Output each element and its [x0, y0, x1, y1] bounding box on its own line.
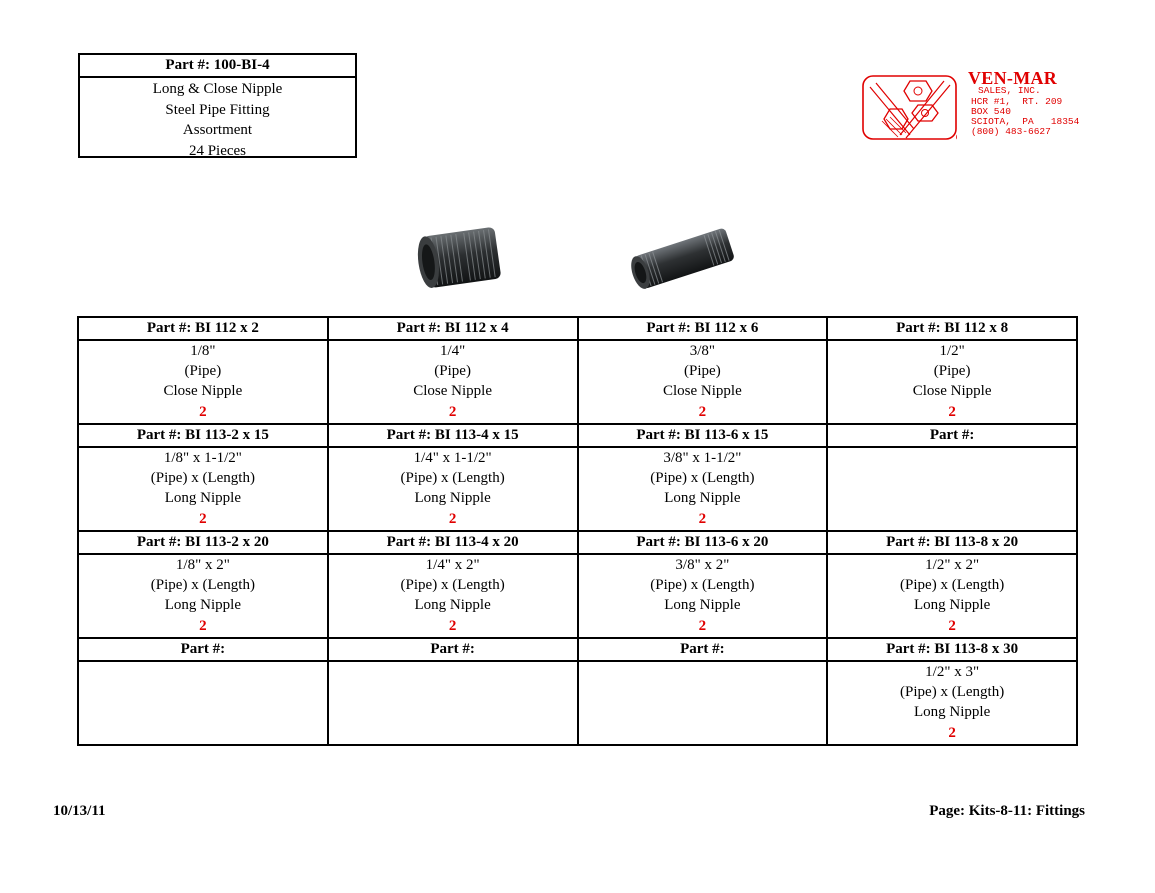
part-quantity: 2	[698, 617, 707, 634]
part-quantity: 2	[698, 403, 707, 420]
part-size: 1/8"	[190, 343, 216, 359]
part-detail-cell	[827, 554, 1077, 638]
part-detail-cell	[328, 340, 578, 424]
part-number-cell: Part #: BI 113-4 x 20	[328, 531, 578, 554]
part-type: Close Nipple	[163, 383, 243, 400]
grid-body-row	[78, 447, 1077, 531]
part-detail-cell	[78, 554, 328, 638]
kit-description	[80, 78, 355, 161]
bolt-nut-logo-icon	[862, 75, 957, 140]
company-address-line: HCR #1, RT. 209	[971, 96, 1063, 107]
company-address-line: SCIOTA, PA 18354	[971, 116, 1080, 127]
part-number-cell: Part #: BI 112 x 4	[328, 317, 578, 340]
kit-header-box	[78, 53, 357, 158]
part-quantity: 2	[448, 617, 457, 634]
grid-header-row	[78, 424, 1077, 447]
part-dimension-label: (Pipe)	[184, 363, 222, 380]
part-type: Long Nipple	[414, 490, 491, 507]
part-detail-cell	[578, 554, 828, 638]
part-number-cell: Part #: BI 113-4 x 15	[328, 424, 578, 447]
part-size: 3/8" x 2"	[675, 557, 730, 573]
part-dimension-label: (Pipe)	[933, 363, 971, 380]
kit-desc-line: Assortment	[182, 122, 253, 138]
part-size: 1/2"	[939, 343, 965, 359]
company-phone: (800) 483-6627	[971, 126, 1051, 137]
part-dimension-label: (Pipe) x (Length)	[900, 684, 1005, 701]
grid-header-row	[78, 638, 1077, 661]
part-dimension-label: (Pipe) x (Length)	[650, 577, 755, 594]
part-number-cell: Part #: BI 112 x 8	[827, 317, 1077, 340]
part-quantity: 2	[948, 403, 956, 420]
part-number-cell: Part #: BI 113-6 x 20	[578, 531, 828, 554]
part-size	[329, 662, 577, 682]
part-type	[828, 488, 1076, 508]
grid-body-row	[78, 554, 1077, 638]
part-number-cell: Part #: BI 113-6 x 15	[578, 424, 828, 447]
part-type: Long Nipple	[664, 490, 741, 507]
kit-desc-line: Steel Pipe Fitting	[165, 101, 270, 118]
part-quantity: 2	[448, 510, 457, 527]
part-quantity: 2	[199, 510, 207, 527]
part-detail-cell	[328, 661, 578, 745]
part-size	[579, 662, 827, 682]
close-nipple-photo	[412, 222, 504, 292]
part-dimension-label: (Pipe)	[434, 363, 471, 380]
part-size: 1/4" x 1-1/2"	[413, 450, 492, 466]
part-type	[579, 702, 827, 722]
part-type: Close Nipple	[912, 383, 992, 400]
company-logo	[862, 70, 1082, 145]
part-type	[329, 702, 577, 722]
part-number-cell: Part #: BI 113-8 x 20	[827, 531, 1077, 554]
grid-body-row	[78, 340, 1077, 424]
part-detail-cell	[578, 340, 828, 424]
part-detail-cell	[328, 554, 578, 638]
part-type: Long Nipple	[914, 597, 991, 614]
part-detail-cell	[78, 661, 328, 745]
part-dimension-label: (Pipe) x (Length)	[900, 577, 1005, 594]
part-size	[79, 662, 327, 682]
kit-desc-line: Long & Close Nipple	[152, 81, 283, 97]
part-number-cell: Part #: BI 113-2 x 15	[78, 424, 328, 447]
part-quantity: 2	[948, 617, 956, 634]
part-type: Long Nipple	[414, 597, 491, 614]
part-size: 3/8" x 1-1/2"	[663, 450, 742, 466]
part-size: 1/4" x 2"	[425, 557, 480, 573]
part-detail-cell	[578, 661, 828, 745]
part-number-cell: Part #:	[78, 638, 328, 661]
part-detail-cell	[578, 447, 828, 531]
parts-grid	[77, 316, 1078, 746]
part-size: 1/2" x 2"	[925, 557, 980, 573]
part-type: Close Nipple	[413, 383, 492, 400]
part-dimension-label	[828, 468, 1076, 488]
part-quantity: 2	[948, 724, 956, 741]
part-dimension-label	[329, 682, 577, 702]
part-size	[828, 448, 1076, 468]
part-number-cell: Part #: BI 113-8 x 30	[827, 638, 1077, 661]
part-size: 3/8"	[689, 343, 716, 359]
long-nipple-photo	[626, 224, 738, 292]
part-quantity: 2	[448, 403, 457, 420]
part-detail-cell	[328, 447, 578, 531]
part-dimension-label: (Pipe) x (Length)	[400, 470, 505, 487]
part-type: Long Nipple	[664, 597, 741, 614]
grid-body-row	[78, 661, 1077, 745]
part-detail-cell	[827, 340, 1077, 424]
kit-part-number: Part #: 100-BI-4	[80, 55, 355, 78]
part-number-cell: Part #:	[328, 638, 578, 661]
company-address-line: SALES, INC.	[978, 85, 1041, 96]
part-type: Long Nipple	[914, 704, 991, 721]
part-size: 1/2" x 3"	[925, 664, 980, 680]
part-type: Long Nipple	[164, 597, 241, 614]
part-number-cell: Part #: BI 112 x 6	[578, 317, 828, 340]
company-address-line: BOX 540	[971, 106, 1011, 117]
part-dimension-label	[79, 682, 327, 702]
kit-desc-line: 24 Pieces	[188, 142, 247, 159]
part-dimension-label: (Pipe)	[684, 363, 721, 380]
grid-header-row	[78, 531, 1077, 554]
company-name: VEN-MAR	[968, 68, 1058, 88]
part-detail-cell	[827, 661, 1077, 745]
part-detail-cell	[78, 447, 328, 531]
part-size: 1/4"	[439, 343, 466, 359]
part-dimension-label: (Pipe) x (Length)	[150, 470, 255, 487]
part-dimension-label: (Pipe) x (Length)	[400, 577, 505, 594]
part-size: 1/8" x 2"	[175, 557, 230, 573]
part-number-cell: Part #: BI 113-2 x 20	[78, 531, 328, 554]
part-dimension-label	[579, 682, 827, 702]
part-number-cell: Part #:	[578, 638, 828, 661]
part-dimension-label: (Pipe) x (Length)	[650, 470, 755, 487]
part-quantity: 2	[199, 617, 207, 634]
part-size: 1/8" x 1-1/2"	[163, 450, 242, 466]
footer-page-label: Page: Kits-8-11: Fittings	[929, 803, 1085, 819]
part-type: Long Nipple	[164, 490, 241, 507]
part-detail-cell	[78, 340, 328, 424]
part-quantity: 2	[199, 403, 207, 420]
part-quantity: 2	[698, 510, 707, 527]
part-type: Close Nipple	[663, 383, 742, 400]
grid-header-row	[78, 317, 1077, 340]
part-type	[79, 702, 327, 722]
part-detail-cell	[827, 447, 1077, 531]
part-dimension-label: (Pipe) x (Length)	[150, 577, 255, 594]
part-number-cell: Part #: BI 112 x 2	[78, 317, 328, 340]
part-number-cell: Part #:	[827, 424, 1077, 447]
footer-date: 10/13/11	[53, 803, 106, 819]
